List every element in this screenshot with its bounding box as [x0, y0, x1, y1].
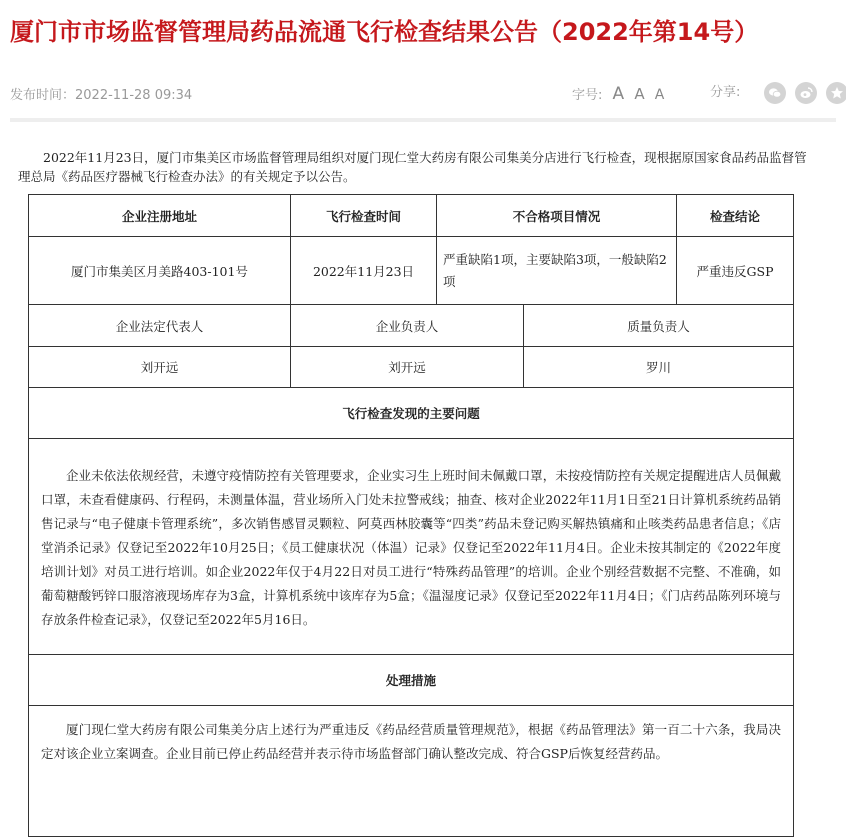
cell-issues: 严重缺陷1项，主要缺陷3项，一般缺陷2项 [437, 237, 677, 305]
cell-enterprise-head: 刘开远 [291, 347, 524, 388]
table-row [29, 237, 794, 305]
publish-label: 发布时间： [10, 88, 76, 103]
weibo-icon[interactable] [795, 82, 817, 104]
share-label: 分享: [710, 85, 741, 100]
header-divider [10, 118, 836, 122]
findings-title: 飞行检查发现的主要问题 [29, 388, 794, 439]
publish-time: 2022-11-28 09:34 [75, 88, 193, 103]
share-control [710, 80, 846, 106]
font-size-small-button[interactable]: A [654, 87, 665, 103]
cell-quality-head: 罗川 [524, 347, 794, 388]
findings-title-row [29, 388, 794, 439]
publish-info [10, 84, 192, 103]
header-address: 企业注册地址 [29, 195, 291, 237]
header-legal-representative: 企业法定代表人 [29, 305, 291, 347]
meta-row [10, 80, 836, 106]
people-header-row [29, 305, 794, 347]
cell-address: 厦门市集美区月美路403-101号 [29, 237, 291, 305]
page-title: 厦门市市场监督管理局药品流通飞行检查结果公告（2022年第14号） [10, 18, 759, 46]
findings-text: 企业未依法依规经营，未遵守疫情防控有关管理要求，企业实习生上班时间未佩戴口罩，未按疫情防控有关规定提醒进店人员佩戴口罩，未查看健康码、行程码，未测量体温，营业场所入门处未拉警戒线；抽查、核对企业2022年11月1日至21日计算机系统药品销售记录与“电子健康卡管理系统”，多次销售感冒灵颗粒、阿莫西林胶囊等“四类”药品未登记购买解热镇痛和止咳类药品患者信息；《店堂消杀记录》仅登记至2022年10月25日；《员工健康状况（体温）记录》仅登记至2022年11月4日。企业未按其制定的《2022年度培训计划》对员工进行培训。如企业2022年仅于4月22日对员工进行“特殊药品管理”的培训。企业个别经营数据不完整、不准确，如葡萄糖酸钙锌口服溶液现场库存为3盒，计算机系统中该库存为5盒；《温湿度记录》仅登记至2022年11月4日；《门店药品陈列环境与存放条件检查记录》，仅登记至2022年5月16日。 [29, 439, 794, 655]
header-conclusion: 检查结论 [677, 195, 794, 237]
measures-title-row [29, 655, 794, 706]
header-enterprise-head: 企业负责人 [291, 305, 524, 347]
measures-title: 处理措施 [29, 655, 794, 706]
cell-legal-representative: 刘开远 [29, 347, 291, 388]
inspection-table [28, 194, 794, 837]
measures-row [29, 706, 794, 837]
findings-row [29, 439, 794, 655]
cell-time: 2022年11月23日 [291, 237, 437, 305]
font-size-large-button[interactable]: A [612, 84, 625, 104]
intro-paragraph: 2022年11月23日，厦门市集美区市场监督管理局组织对厦门现仁堂大药房有限公司集美分店进行飞行检查，现根据原国家食品药品监督管理总局《药品医疗器械飞行检查办法》的有关规定予以公告。 [18, 150, 807, 184]
header-quality-head: 质量负责人 [524, 305, 794, 347]
wechat-icon[interactable] [764, 82, 786, 104]
favorite-icon[interactable] [826, 82, 846, 104]
table-header-row [29, 195, 794, 237]
font-size-label: 字号: [572, 88, 603, 103]
font-size-control [572, 84, 664, 104]
header-issues: 不合格项目情况 [437, 195, 677, 237]
font-size-medium-button[interactable]: A [634, 85, 645, 103]
cell-conclusion: 严重违反GSP [677, 237, 794, 305]
header-time: 飞行检查时间 [291, 195, 437, 237]
people-row [29, 347, 794, 388]
measures-text: 厦门现仁堂大药房有限公司集美分店上述行为严重违反《药品经营质量管理规范》，根据《药品管理法》第一百二十六条，我局决定对该企业立案调查。企业目前已停止药品经营并表示待市场监督部门确认整改完成、符合GSP后恢复经营药品。 [29, 706, 794, 837]
